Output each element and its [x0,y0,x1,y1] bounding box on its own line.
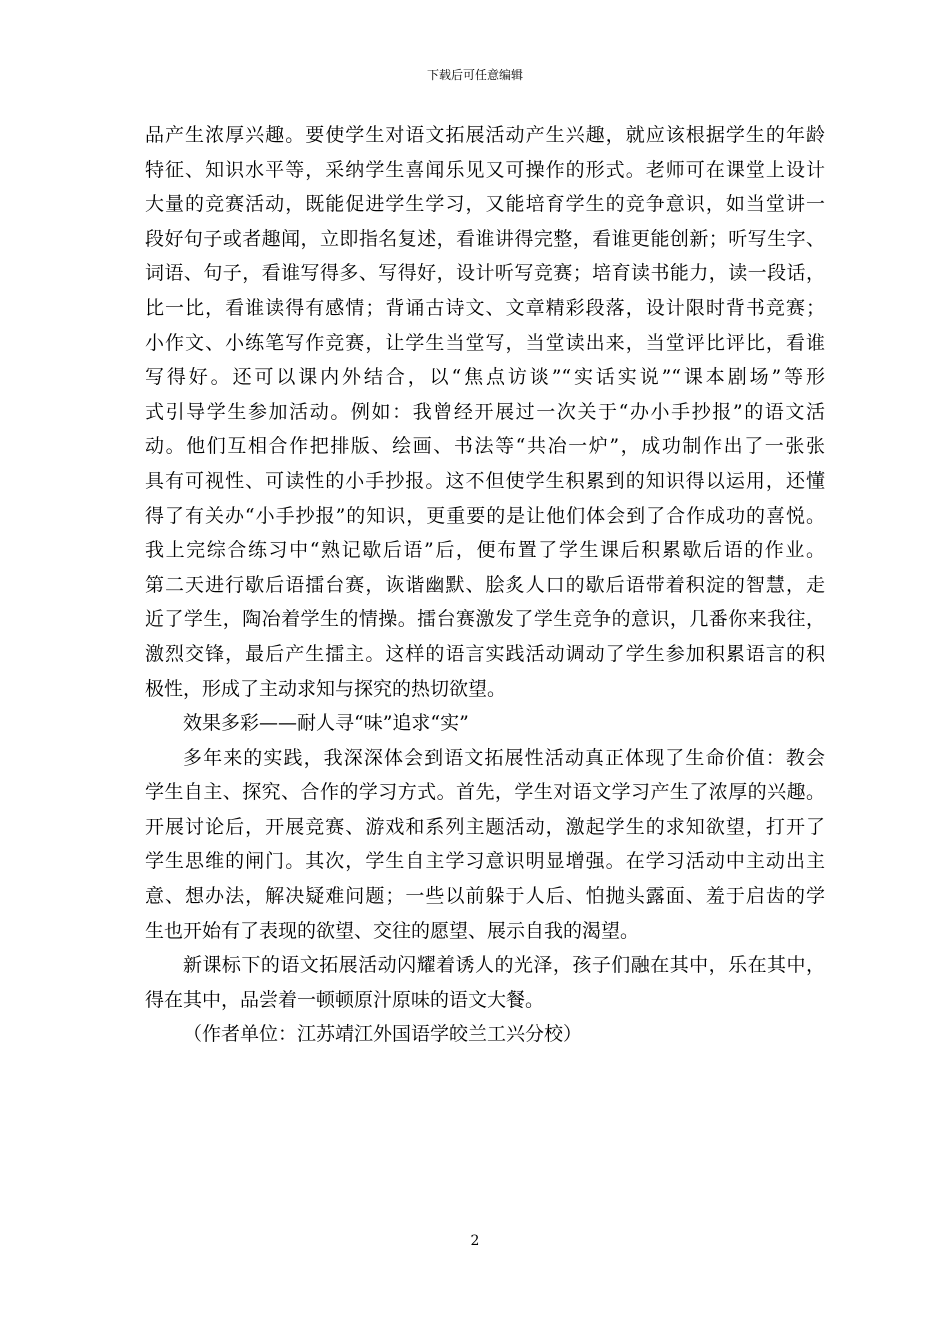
text-line: 我上完综合练习中“熟记歇后语”后，便布置了学生课后积累歇后语的作业。 [145,539,825,562]
author-affiliation: （作者单位：江苏靖江外国语学皎兰工兴分校） [183,1023,583,1046]
text-line: 大量的竞赛活动，既能促进学生学习，又能培育学生的竞争意识，如当堂讲一 [145,193,825,216]
text-line: 生也开始有了表现的欲望、交往的愿望、展示自我的渴望。 [145,919,640,942]
text-line: 得了有关办“小手抄报”的知识，更重要的是让他们体会到了合作成功的喜悦。 [145,504,825,527]
text-line: 特征、知识水平等，采纳学生喜闻乐见又可操作的形式。老师可在课堂上设计 [145,158,825,181]
text-line: 学生思维的闸门。其次，学生自主学习意识明显增强。在学习活动中主动出主 [145,850,825,873]
text-line: 极性，形成了主动求知与探究的热切欲望。 [145,677,507,700]
text-line: 近了学生，陶冶着学生的情操。擂台赛激发了学生竞争的意识，几番你来我往， [145,608,825,631]
document-body [145,118,825,1052]
section-heading: 效果多彩——耐人寻“味”追求“实” [183,712,469,735]
text-line: 品产生浓厚兴趣。要使学生对语文拓展活动产生兴趣，就应该根据学生的年龄 [145,124,825,146]
text-line: 词语、句子，看谁写得多、写得好，设计听写竞赛；培育读书能力，读一段话， [145,262,825,285]
text-line: 写得好。还可以课内外结合，以“焦点访谈”“实话实说”“课本剧场”等形 [145,366,825,389]
text-line: 动。他们互相合作把排版、绘画、书法等“共冶一炉”，成功制作出了一张张 [145,435,825,458]
text-line: 学生自主、探究、合作的学习方式。首先，学生对语文学习产生了浓厚的兴趣。 [145,781,825,804]
text-line: 第二天进行歇后语擂台赛，诙谐幽默、脍炙人口的歇后语带着积淀的智慧，走 [145,573,825,596]
text-line: 意、想办法，解决疑难问题；一些以前躲于人后、怕抛头露面、羞于启齿的学 [145,885,825,908]
page-header: 下载后可任意编辑 [426,68,523,82]
text-line: 小作文、小练笔写作竞赛，让学生当堂写，当堂读出来，当堂评比评比，看谁 [145,331,825,354]
page-number: 2 [470,1233,480,1249]
text-line: 段好句子或者趣闻，立即指名复述，看谁讲得完整，看谁更能创新；听写生字、 [145,227,825,250]
text-line: 开展讨论后，开展竞赛、游戏和系列主题活动，激起学生的求知欲望，打开了 [145,815,825,838]
text-line: 比一比，看谁读得有感情；背诵古诗文、文章精彩段落，设计限时背书竞赛； [145,296,825,319]
text-line: 多年来的实践，我深深体会到语文拓展性活动真正体现了生命价值：教会 [183,746,825,769]
text-line: 具有可视性、可读性的小手抄报。这不但使学生积累到的知识得以运用，还懂 [145,469,825,492]
text-line: 得在其中，品尝着一顿顿原汁原味的语文大餐。 [145,988,545,1011]
text-line: 新课标下的语文拓展活动闪耀着诱人的光泽，孩子们融在其中，乐在其中， [183,954,825,977]
text-line: 式引导学生参加活动。例如：我曾经开展过一次关于“办小手抄报”的语文活 [145,400,825,423]
text-line: 激烈交锋，最后产生擂主。这样的语言实践活动调动了学生参加积累语言的积 [145,642,825,665]
